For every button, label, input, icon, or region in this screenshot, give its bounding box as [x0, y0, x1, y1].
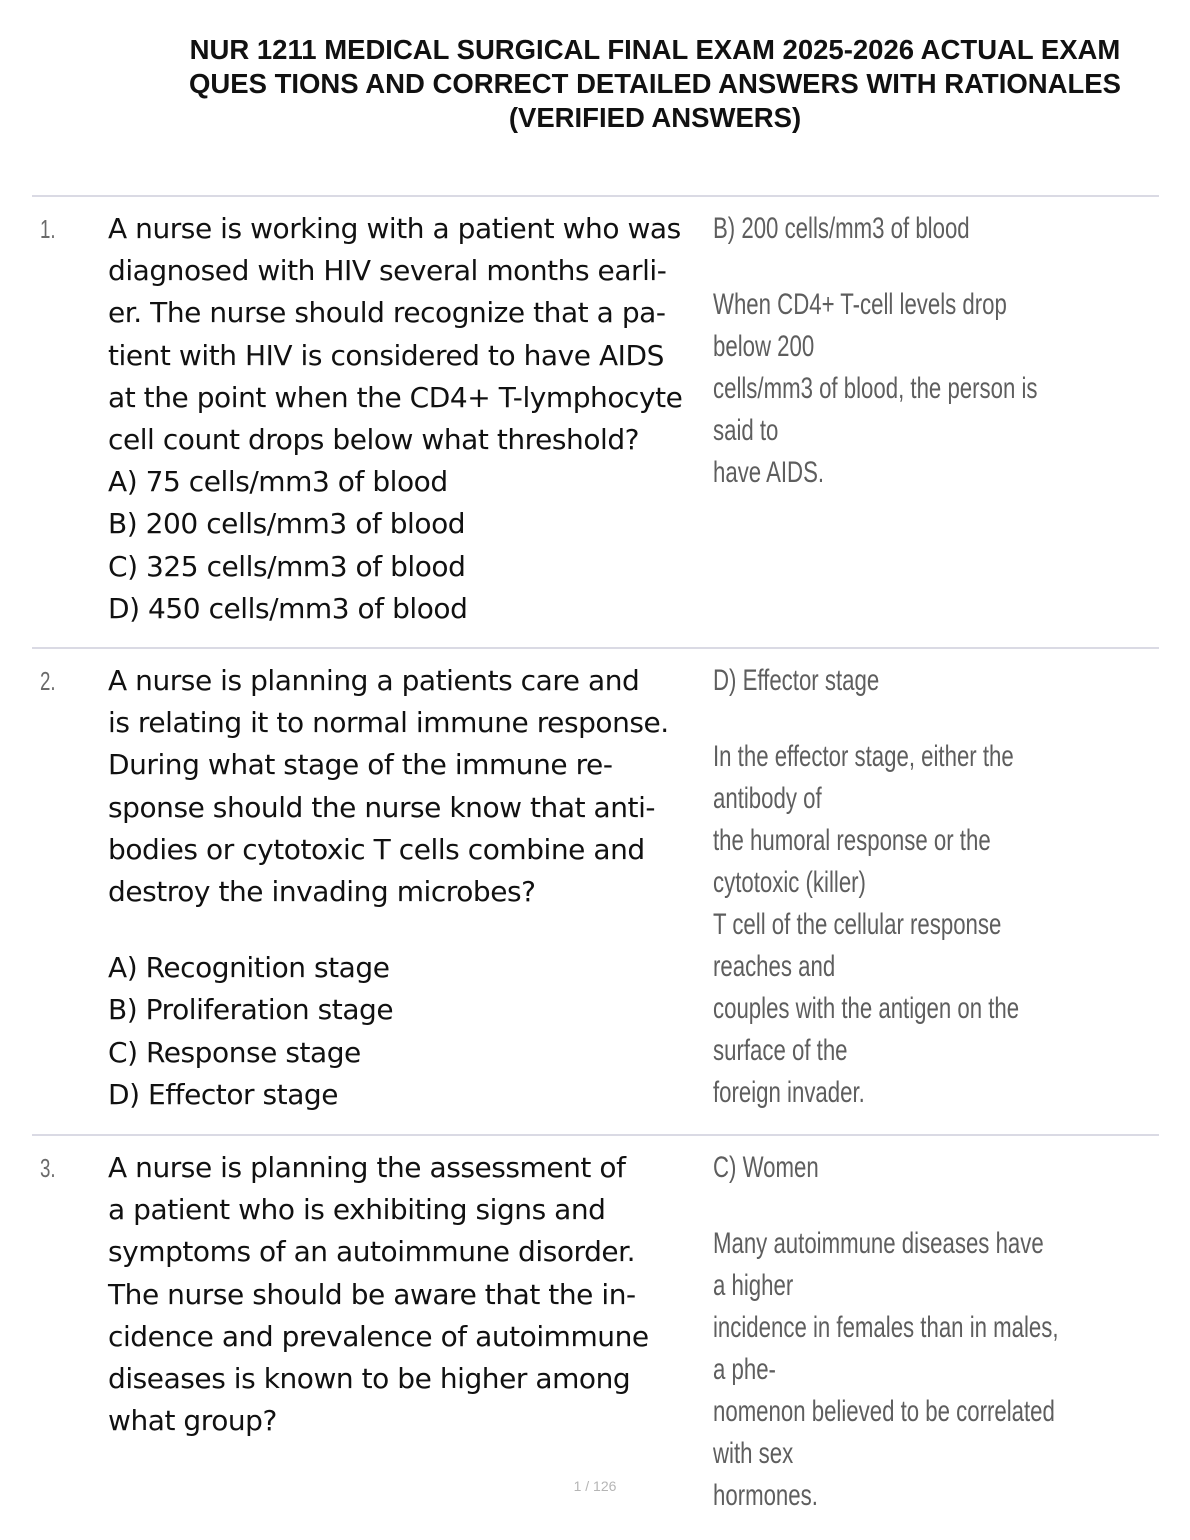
rationale-line: hormones.: [713, 1479, 818, 1512]
option-b: B) 200 cells/mm3 of blood: [108, 507, 466, 541]
rationale-line: In the effector stage, either the antibody of: [713, 740, 1014, 815]
rationale-line: incidence in females than in males, a phe-: [713, 1311, 1059, 1386]
question-line: cidence and prevalence of autoimmune: [108, 1319, 649, 1353]
question-body: [108, 660, 706, 1116]
question-line: bodies or cytotoxic T cells combine and: [108, 832, 645, 866]
correct-answer: D) Effector stage: [713, 664, 880, 697]
option-c: C) 325 cells/mm3 of blood: [108, 549, 466, 583]
answer-column: [713, 208, 1061, 494]
question-line: tient with HIV is considered to have AIDS: [108, 338, 664, 372]
question-divider: [32, 647, 1159, 649]
title-line: (VERIFIED ANSWERS): [508, 102, 802, 133]
question-line: is relating it to normal immune response.: [108, 706, 669, 740]
question-body: [108, 1147, 706, 1442]
option-b: B) Proliferation stage: [108, 993, 394, 1027]
question-line: at the point when the CD4+ T-lymphocyte: [108, 380, 683, 414]
option-d: D) Effector stage: [108, 1077, 339, 1111]
rationale-line: nomenon believed to be correlated with sex: [713, 1395, 1055, 1470]
correct-answer: C) Women: [713, 1151, 819, 1184]
question-line: The nurse should be aware that the in-: [108, 1277, 636, 1311]
question-line: er. The nurse should recognize that a pa-: [108, 296, 666, 330]
question-divider: [32, 1134, 1159, 1136]
rationale-line: the humoral response or the cytotoxic (killer): [713, 824, 991, 899]
option-d: D) 450 cells/mm3 of blood: [108, 591, 468, 625]
rationale-line: have AIDS.: [713, 456, 825, 489]
question-line: destroy the invading microbes?: [108, 875, 536, 909]
question-text: [108, 660, 706, 913]
question-line: what group?: [108, 1404, 277, 1438]
answer-column: [713, 660, 1061, 1114]
question-text: [108, 1147, 706, 1442]
question-line: a patient who is exhibiting signs and: [108, 1193, 606, 1227]
rationale-line: T cell of the cellular response reaches and: [713, 908, 1002, 983]
question-line: sponse should the nurse know that anti-: [108, 790, 656, 824]
question-line: diseases is known to be higher among: [108, 1362, 631, 1396]
document-title: [120, 33, 1190, 135]
question-line: During what stage of the immune re-: [108, 748, 613, 782]
correct-answer: B) 200 cells/mm3 of blood: [713, 212, 970, 245]
question-line: diagnosed with HIV several months earli-: [108, 254, 667, 288]
rationale-line: couples with the antigen on the surface of the: [713, 992, 1020, 1067]
rationale-line: Many autoimmune diseases have a higher: [713, 1227, 1044, 1302]
question-body: [108, 208, 706, 630]
rationale-line: When CD4+ T-cell levels drop below 200: [713, 288, 1007, 363]
option-a: A) Recognition stage: [108, 951, 390, 985]
question-line: A nurse is planning the assessment of: [108, 1151, 626, 1184]
question-number: 1.: [40, 214, 56, 244]
question-line: symptoms of an autoimmune disorder.: [108, 1235, 636, 1269]
option-c: C) Response stage: [108, 1035, 361, 1069]
answer-column: [713, 1147, 1061, 1517]
question-number: 2.: [40, 666, 56, 696]
question-line: cell count drops below what threshold?: [108, 423, 640, 457]
question-line: A nurse is working with a patient who was: [108, 212, 681, 245]
rationale: [713, 736, 1061, 1114]
rationale: [713, 284, 1061, 494]
page-indicator: 1 / 126: [573, 1478, 617, 1494]
title-line: QUES TIONS AND CORRECT DETAILED ANSWERS WITH RATIONALES: [189, 68, 1121, 99]
question-number: 3.: [40, 1153, 56, 1183]
title-line: NUR 1211 MEDICAL SURGICAL FINAL EXAM 2025-2026 ACTUAL EXAM: [189, 34, 1121, 65]
rationale-line: cells/mm3 of blood, the person is said to: [713, 372, 1038, 447]
question-text: [108, 208, 706, 461]
rationale: [713, 1223, 1061, 1517]
answer-options: [108, 947, 706, 1116]
question-line: A nurse is planning a patients care and: [108, 664, 640, 697]
section-divider: [32, 195, 1159, 197]
answer-options: [108, 461, 706, 630]
option-a: A) 75 cells/mm3 of blood: [108, 465, 448, 499]
rationale-line: foreign invader.: [713, 1076, 865, 1109]
